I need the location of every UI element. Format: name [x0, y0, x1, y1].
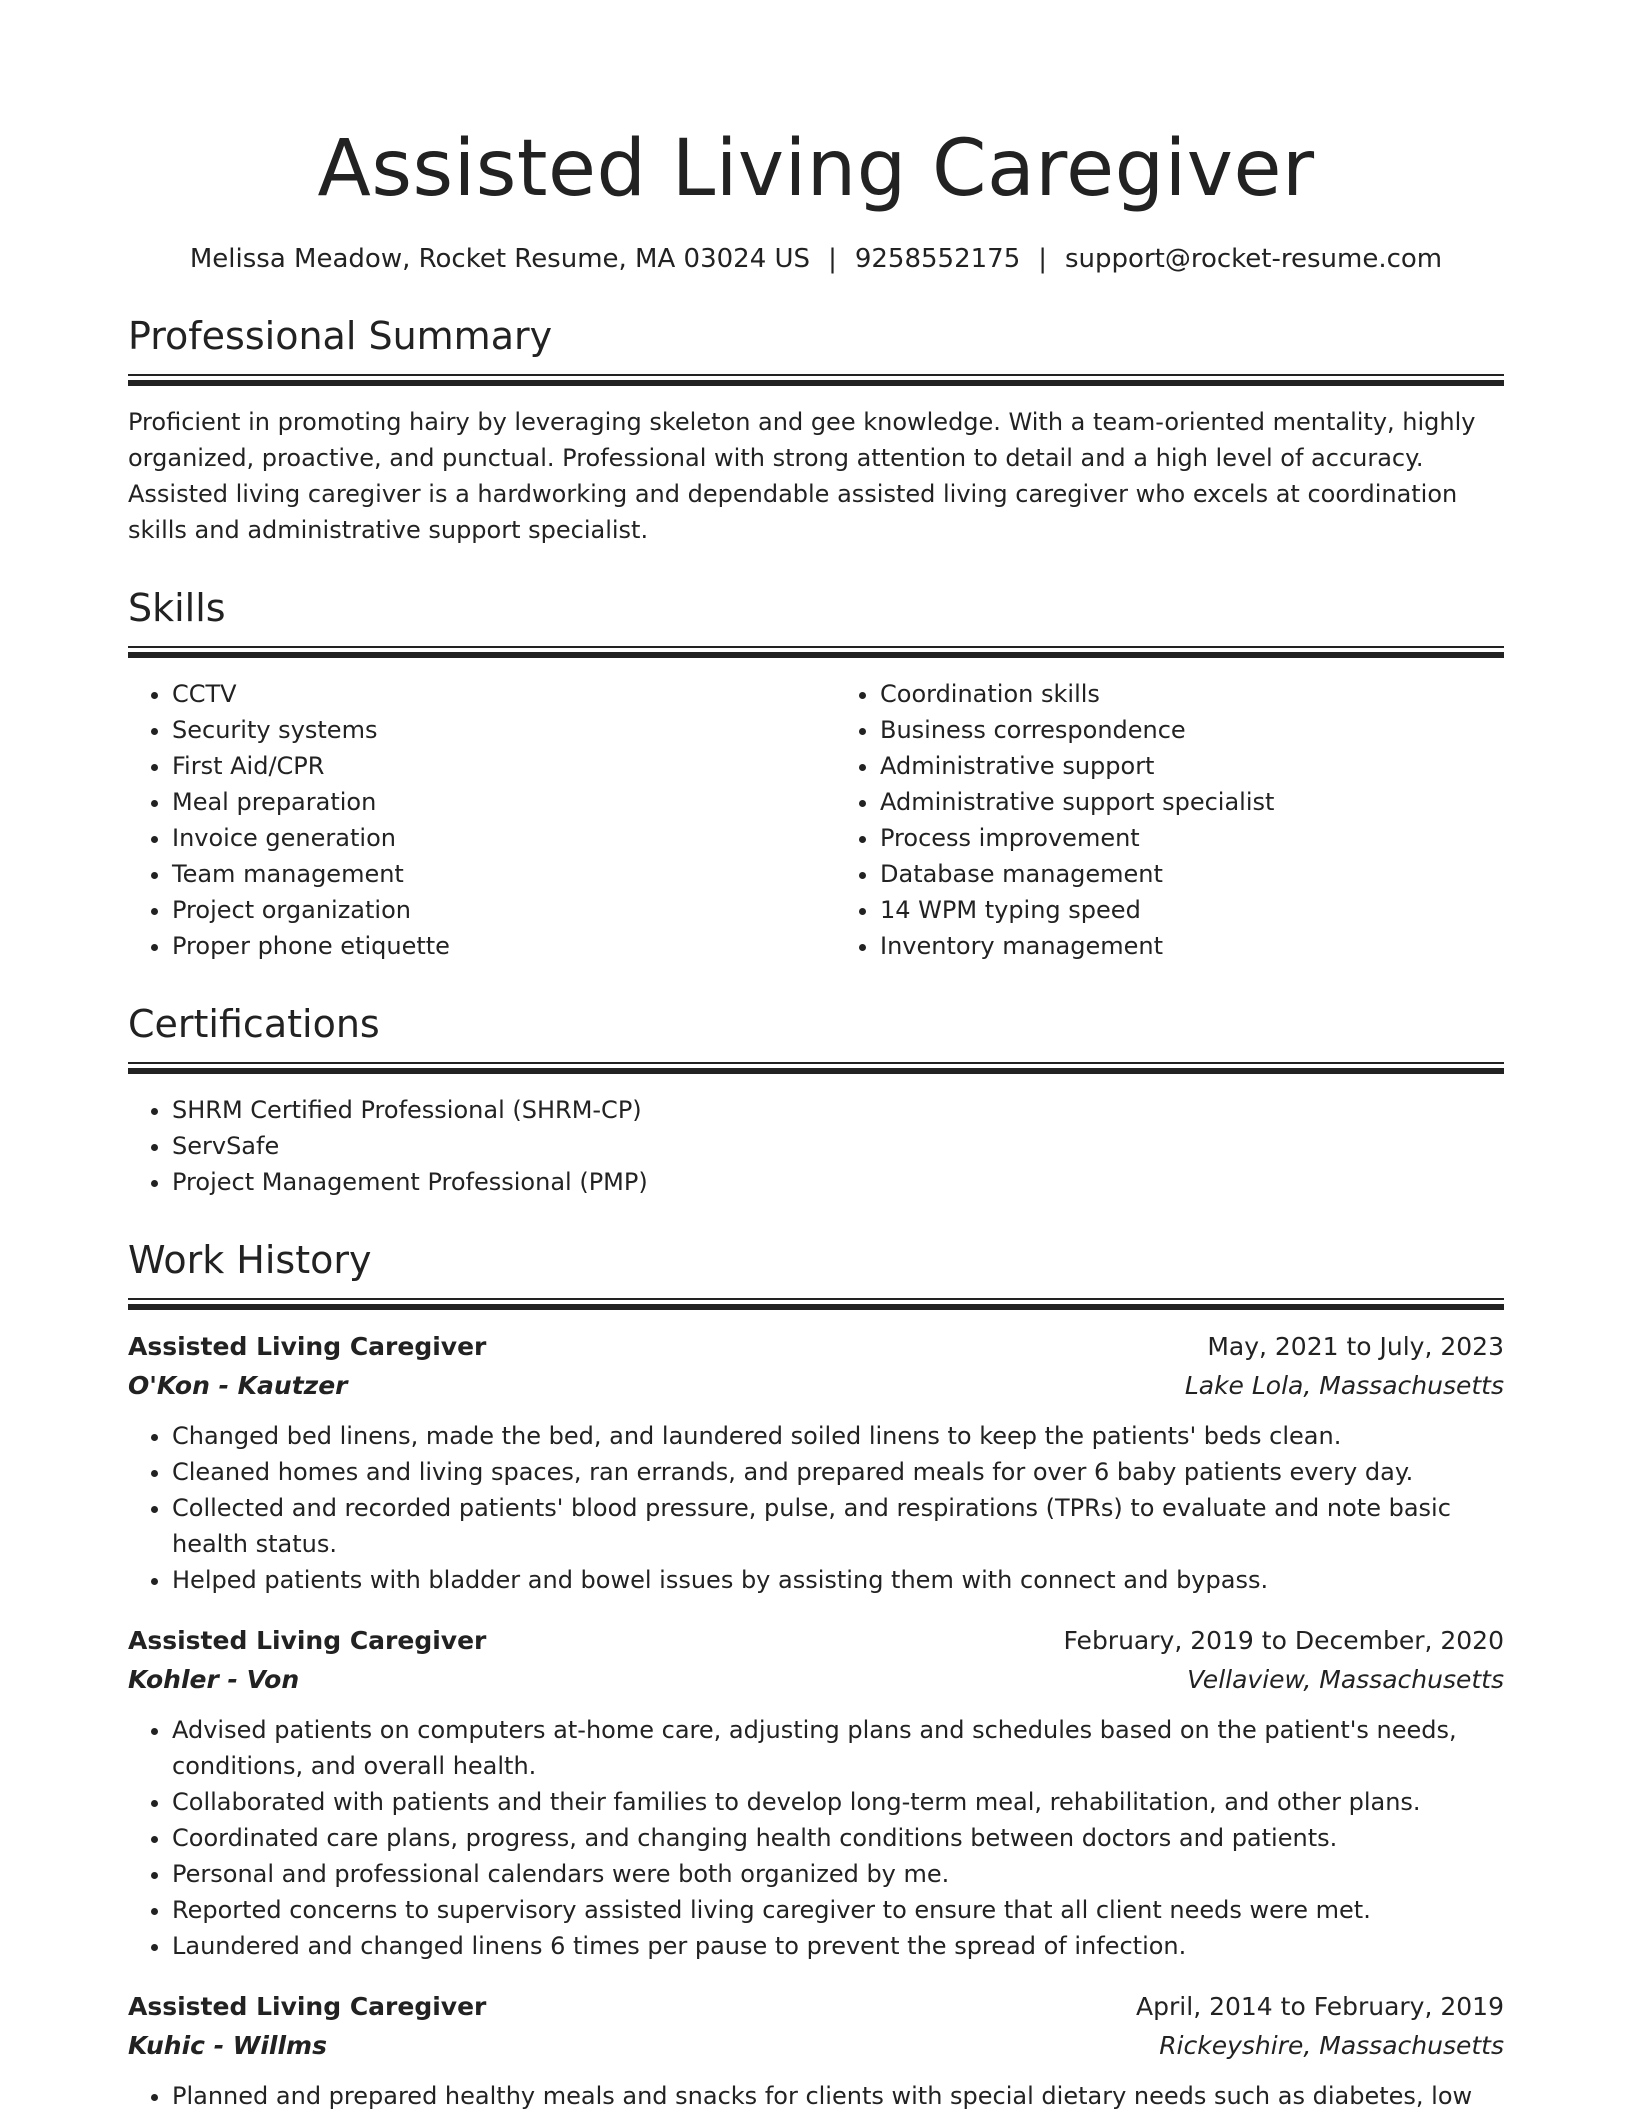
skill-item: • Team management: [172, 856, 796, 892]
job-dates: February, 2019 to December, 2020: [1063, 1626, 1504, 1655]
skill-item: • First Aid/CPR: [172, 748, 796, 784]
job-duty: • Changed bed linens, made the bed, and laundered soiled linens to keep the patients' beds clean.: [172, 1418, 1504, 1454]
job-location: Vellaview, Massachusetts: [1187, 1665, 1504, 1694]
job-duty: • Reported concerns to supervisory assisted living caregiver to ensure that all client needs were met.: [172, 1892, 1504, 1928]
job-duty: • Laundered and changed linens 6 times per pause to prevent the spread of infection.: [172, 1928, 1504, 1964]
skill-item: • Administrative support specialist: [880, 784, 1504, 820]
section-divider: [128, 1062, 1504, 1074]
job-employer-row: [128, 1366, 1504, 1406]
job-employer-row: [128, 2026, 1504, 2066]
job-employer-row: [128, 1660, 1504, 1700]
job-title: Assisted Living Caregiver: [128, 1992, 487, 2021]
job-duty: • Coordinated care plans, progress, and changing health conditions between doctors and patients.: [172, 1820, 1504, 1856]
resume-title: Assisted Living Caregiver: [317, 124, 1315, 214]
certification-item: • Project Management Professional (PMP): [172, 1164, 1504, 1200]
job-location: Lake Lola, Massachusetts: [1184, 1371, 1504, 1400]
job-header-row: [128, 1622, 1504, 1660]
summary-section: [128, 312, 1504, 548]
job-company: Kohler - Von: [128, 1665, 300, 1694]
work-history-heading: Work History: [128, 1238, 372, 1282]
contact-separator: |: [828, 244, 837, 274]
skills-list-left: [128, 676, 796, 964]
job-duty: • Collaborated with patients and their families to develop long-term meal, rehabilitation, and other plans.: [172, 1784, 1504, 1820]
job-duties-list: [128, 2078, 1504, 2114]
job-title: Assisted Living Caregiver: [128, 1626, 487, 1655]
job-duties-list: [128, 1418, 1504, 1598]
job-dates: May, 2021 to July, 2023: [1207, 1332, 1504, 1361]
skill-item: • Process improvement: [880, 820, 1504, 856]
job-title: Assisted Living Caregiver: [128, 1332, 487, 1361]
skill-item: • CCTV: [172, 676, 796, 712]
contact-address: Melissa Meadow, Rocket Resume, MA 03024 US: [189, 244, 811, 274]
summary-text: Proficient in promoting hairy by leveraging skeleton and gee knowledge. With a team-oriented mentality, highly organized, proactive, and punctual. Professional with strong attention to detail and a high level of accuracy. Assisted living caregiver is a hardworking and dependable assisted living caregiver who excels at coordination skills and administrative support specialist.: [128, 408, 1476, 544]
skill-item: • Inventory management: [880, 928, 1504, 964]
contact-email: support@rocket-resume.com: [1065, 244, 1443, 274]
job-company: Kuhic - Willms: [128, 2031, 327, 2060]
certifications-section: [128, 1000, 1504, 1200]
contact-phone: 9258552175: [854, 244, 1021, 274]
skill-item: • Business correspondence: [880, 712, 1504, 748]
job-duty: • Collected and recorded patients' blood pressure, pulse, and respirations (TPRs) to evaluate and note basic health status.: [172, 1490, 1504, 1562]
job-duty: • Advised patients on computers at-home care, adjusting plans and schedules based on the patient's needs, conditions, and overall health.: [172, 1712, 1504, 1784]
skills-section: [128, 584, 1504, 964]
certifications-heading: Certifications: [128, 1002, 380, 1046]
job-entry: [128, 1622, 1504, 1964]
job-entry: [128, 1328, 1504, 1598]
skills-list-right: [836, 676, 1504, 964]
skill-item: • Invoice generation: [172, 820, 796, 856]
skill-item: • Database management: [880, 856, 1504, 892]
work-history-section: [128, 1236, 1504, 2114]
skill-item: • 14 WPM typing speed: [880, 892, 1504, 928]
summary-heading: Professional Summary: [128, 314, 553, 358]
job-duty: • Planned and prepared healthy meals and snacks for clients with special dietary needs such as diabetes, low: [172, 2078, 1504, 2114]
job-entry: [128, 1988, 1504, 2114]
skill-item: • Meal preparation: [172, 784, 796, 820]
job-duties-list: [128, 1712, 1504, 1964]
section-divider: [128, 374, 1504, 386]
skill-item: • Security systems: [172, 712, 796, 748]
contact-line: [128, 242, 1504, 276]
job-dates: April, 2014 to February, 2019: [1136, 1992, 1504, 2021]
section-divider: [128, 646, 1504, 658]
section-divider: [128, 1298, 1504, 1310]
job-header-row: [128, 1328, 1504, 1366]
job-duty: • Cleaned homes and living spaces, ran errands, and prepared meals for over 6 baby patients every day.: [172, 1454, 1504, 1490]
job-company: O'Kon - Kautzer: [128, 1371, 348, 1400]
job-duty: • Helped patients with bladder and bowel issues by assisting them with connect and bypass.: [172, 1562, 1504, 1598]
skill-item: • Coordination skills: [880, 676, 1504, 712]
job-duty: • Personal and professional calendars were both organized by me.: [172, 1856, 1504, 1892]
skill-item: • Administrative support: [880, 748, 1504, 784]
certification-item: • ServSafe: [172, 1128, 1504, 1164]
job-header-row: [128, 1988, 1504, 2026]
skill-item: • Proper phone etiquette: [172, 928, 796, 964]
certification-item: • SHRM Certified Professional (SHRM-CP): [172, 1092, 1504, 1128]
skill-item: • Project organization: [172, 892, 796, 928]
skills-heading: Skills: [128, 586, 226, 630]
job-location: Rickeyshire, Massachusetts: [1159, 2031, 1504, 2060]
skills-grid: [128, 676, 1504, 964]
contact-separator: |: [1038, 244, 1048, 274]
certifications-list: [128, 1092, 1504, 1200]
